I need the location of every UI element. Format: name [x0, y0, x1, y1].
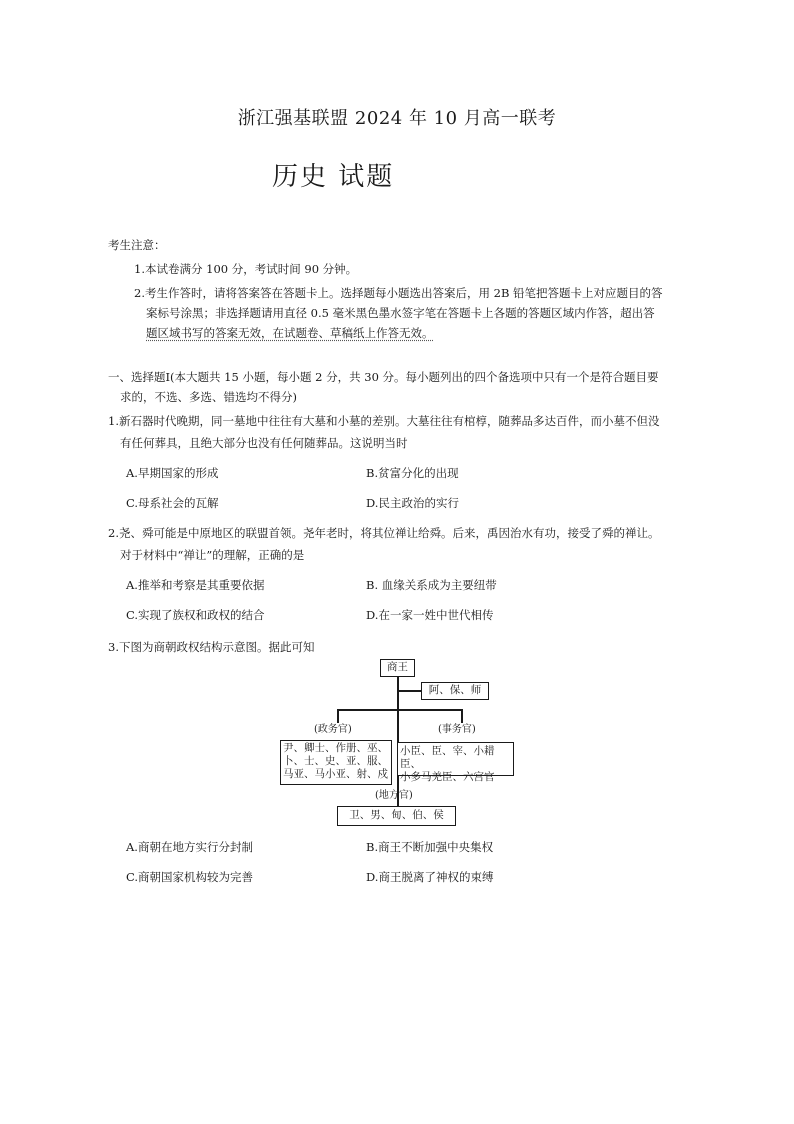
affairs-officials-box [397, 742, 514, 783]
section-1-line-1: 一、选择题Ⅰ(本大题共 15 小题，每小题 2 分，共 30 分。每小题列出的四个备选项中只有一个是符合题目要 [108, 370, 659, 384]
question-1-option-a[interactable]: A.早期国家的形成 [126, 466, 219, 480]
question-3-option-c[interactable]: C.商朝国家机构较为完善 [126, 870, 254, 884]
king-box [380, 659, 415, 677]
notice-title: 考生注意： [108, 238, 166, 252]
question-3-stem-line-1: 3.下图为商朝政权结构示意图。据此可知 [108, 640, 315, 654]
notice-item-2-line-2: 案标号涂黑；非选择题请用直径 0.5 毫米黑色墨水签字笔在答题卡上各题的答题区域内作答，超出答 [146, 306, 655, 320]
question-1-option-c[interactable]: C.母系社会的瓦解 [126, 496, 219, 510]
question-2-option-b[interactable]: B. 血缘关系成为主要纽带 [366, 578, 497, 592]
notice-item-1: 1.本试卷满分 100 分，考试时间 90 分钟。 [134, 262, 358, 276]
exam-title: 浙江强基联盟 2024 年 10 月高一联考 [237, 108, 557, 129]
question-1-option-d[interactable]: D.民主政治的实行 [366, 496, 459, 510]
local-officials-label: (地方官) [375, 790, 413, 801]
branch-horizontal-line [337, 709, 461, 711]
king-label: 商王 [387, 661, 408, 673]
question-3-option-a[interactable]: A.商朝在地方实行分封制 [126, 840, 253, 854]
notice-item-2-line-1: 2.考生作答时，请将答案答在答题卡上。选择题每小题选出答案后，用 2B 铅笔把答题卡上对应题目的答 [134, 286, 663, 300]
affairs-officials-line-1: 小臣、臣、宰、小耤臣、 [400, 745, 495, 770]
question-3-option-b[interactable]: B.商王不断加强中央集权 [366, 840, 494, 854]
question-2-option-a[interactable]: A.推举和考察是其重要依据 [126, 578, 265, 592]
question-1-stem-line-2: 有任何葬具，且绝大部分也没有任何随葬品。这说明当时 [120, 436, 408, 450]
gov-officials-label: (政务官) [314, 724, 352, 735]
gov-officials-line-1: 尹、卿士、作册、巫、 [283, 742, 388, 754]
question-2-option-d[interactable]: D.在一家一姓中世代相传 [366, 608, 494, 622]
affairs-officials-label: (事务官) [438, 724, 476, 735]
trunk-line [397, 676, 399, 806]
aff-drop-line [461, 709, 463, 723]
advisors-label: 阿、保、师 [428, 684, 482, 696]
question-2-option-c[interactable]: C.实现了族权和政权的结合 [126, 608, 265, 622]
advisor-connector [397, 690, 421, 692]
gov-drop-line [337, 709, 339, 723]
question-1-stem-line-1: 1.新石器时代晚期，同一墓地中往往有大墓和小墓的差别。大墓往往有棺椁，随葬品多达百件，而小墓不但没 [108, 414, 660, 428]
affairs-officials-line-2: 小多马羌臣、六宫官 [400, 771, 495, 783]
gov-officials-line-3: 马亚、马小亚、射、戍 [283, 768, 388, 780]
question-2-stem-line-2: 对于材料中“禅让”的理解，正确的是 [120, 548, 305, 562]
gov-officials-line-2: 卜、士、史、亚、服、 [283, 755, 388, 767]
advisors-box [421, 682, 489, 700]
local-officials-text: 卫、男、甸、伯、侯 [349, 809, 444, 821]
local-officials-box [337, 806, 456, 826]
subject-title: 历史 试题 [272, 162, 395, 192]
section-1-line-2: 求的，不选、多选、错选均不得分) [120, 390, 297, 404]
notice-item-2-line-3: 题区域书写的答案无效，在试题卷、草稿纸上作答无效。 [146, 326, 434, 340]
question-3-option-d[interactable]: D.商王脱离了神权的束缚 [366, 870, 494, 884]
question-2-stem-line-1: 2.尧、舜可能是中原地区的联盟首领。尧年老时，将其位禅让给舜。后来，禹因治水有功，接受了舜的禅让。 [108, 526, 660, 540]
gov-officials-box [280, 740, 392, 785]
question-1-option-b[interactable]: B.贫富分化的出现 [366, 466, 459, 480]
